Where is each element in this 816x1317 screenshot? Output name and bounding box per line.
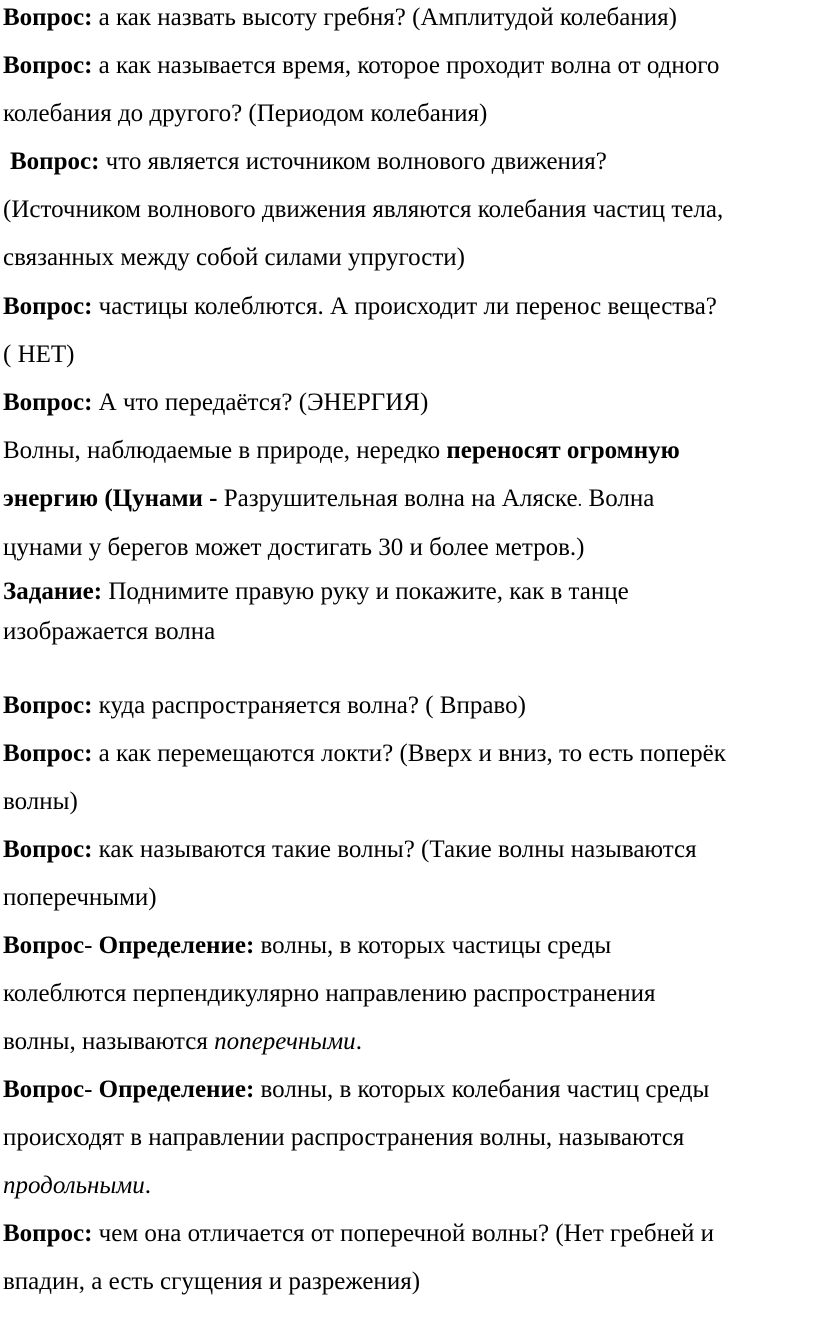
text-segment: Поднимите правую руку и покажите, как в танце: [102, 578, 629, 605]
text-line: [3, 922, 611, 970]
bold-segment: Вопрос:: [3, 389, 93, 416]
text-segment: куда распространяется волна? ( Вправо): [92, 692, 526, 719]
text-segment: как называются такие волны? (Такие волны называются: [92, 836, 697, 863]
text-line: [3, 90, 487, 138]
bold-segment: Вопрос:: [3, 52, 93, 79]
text-segment: связанных между собой силами упругости): [3, 244, 465, 271]
text-line: [3, 524, 584, 572]
text-line: [3, 612, 215, 660]
bold-segment: Вопрос:: [3, 1220, 93, 1247]
text-segment: а как называется время, которое проходит волна от одного: [92, 52, 720, 79]
text-segment: волны): [3, 788, 78, 815]
bold-segment: Вопрос:: [3, 293, 93, 320]
text-segment: колебания до другого? (Периодом колебания): [3, 100, 488, 127]
text-segment: волны, в которых колебания частиц среды: [254, 1076, 710, 1103]
text-line: [3, 1066, 709, 1114]
text-line: [3, 1114, 684, 1162]
text-segment: а как назвать высоту гребня? (Амплитудой колебания): [92, 4, 677, 31]
text-line: [3, 331, 75, 379]
text-segment: частицы колеблются. А происходит ли перенос вещества?: [92, 293, 717, 320]
text-line: [3, 730, 726, 778]
bold-segment: Определение:: [98, 1076, 255, 1103]
bold-segment: энергию (Цунами -: [3, 485, 224, 512]
text-line: [3, 1018, 362, 1066]
text-segment: а как перемещаются локти? (Вверх и вниз, то есть поперёк: [92, 740, 726, 767]
text-segment: -: [84, 1076, 99, 1103]
text-segment: цунами у берегов может достигать 30 и более метров.): [3, 534, 585, 561]
text-segment: происходят в направлении распространения волны, называются: [3, 1124, 685, 1151]
text-segment: .: [355, 1028, 362, 1055]
italic-segment: поперечными: [214, 1028, 356, 1055]
text-line: [3, 475, 654, 523]
small-segment: .: [577, 490, 583, 511]
text-line: [3, 682, 526, 730]
bold-segment: Вопрос:: [10, 148, 100, 175]
text-segment: волны, в которых частицы среды: [254, 932, 612, 959]
text-line: [10, 138, 607, 186]
bold-segment: Вопрос:: [3, 836, 93, 863]
text-segment: -: [84, 932, 99, 959]
text-line: [3, 1258, 420, 1306]
text-line: [3, 427, 680, 475]
text-segment: Волна: [582, 485, 655, 512]
bold-segment: Вопрос:: [3, 740, 93, 767]
bold-segment: Вопрос: [3, 932, 85, 959]
text-segment: изображается волна: [3, 618, 216, 645]
bold-segment: Задание:: [3, 578, 103, 605]
text-segment: .: [144, 1172, 152, 1199]
italic-segment: продольными: [3, 1172, 145, 1199]
text-segment: Разрушительная волна на Аляске: [223, 485, 578, 512]
text-line: [3, 234, 465, 282]
text-segment: колеблются перпендикулярно направлению распространения: [3, 980, 656, 1007]
text-segment: ( НЕТ): [3, 341, 75, 368]
bold-segment: Вопрос:: [3, 4, 93, 31]
text-line: [3, 1162, 151, 1210]
text-segment: впадин, а есть сгущения и разрежения): [3, 1268, 421, 1295]
text-line: [3, 826, 697, 874]
bold-segment: переносят огромную: [446, 437, 680, 464]
text-line: [3, 0, 677, 42]
bold-segment: Определение:: [98, 932, 255, 959]
bold-segment: Вопрос: [3, 1076, 85, 1103]
text-line: [3, 874, 157, 922]
text-line: [3, 1210, 714, 1258]
text-line: [3, 778, 78, 826]
text-line: [3, 379, 428, 427]
text-segment: чем она отличается от поперечной волны? (Нет гребней и: [92, 1220, 715, 1247]
text-segment: что является источником волнового движения?: [99, 148, 607, 175]
text-segment: (Источником волнового движения являются колебания частиц тела,: [3, 196, 724, 223]
text-segment: волны, называются: [3, 1028, 215, 1055]
bold-segment: Вопрос:: [3, 692, 93, 719]
text-segment: А что передаётся? (ЭНЕРГИЯ): [92, 389, 429, 416]
text-line: [3, 970, 656, 1018]
text-segment: поперечными): [3, 884, 157, 911]
text-line: [3, 42, 719, 90]
text-line: [3, 186, 723, 234]
text-line: [3, 283, 717, 331]
text-segment: Волны, наблюдаемые в природе, нередко: [3, 437, 447, 464]
